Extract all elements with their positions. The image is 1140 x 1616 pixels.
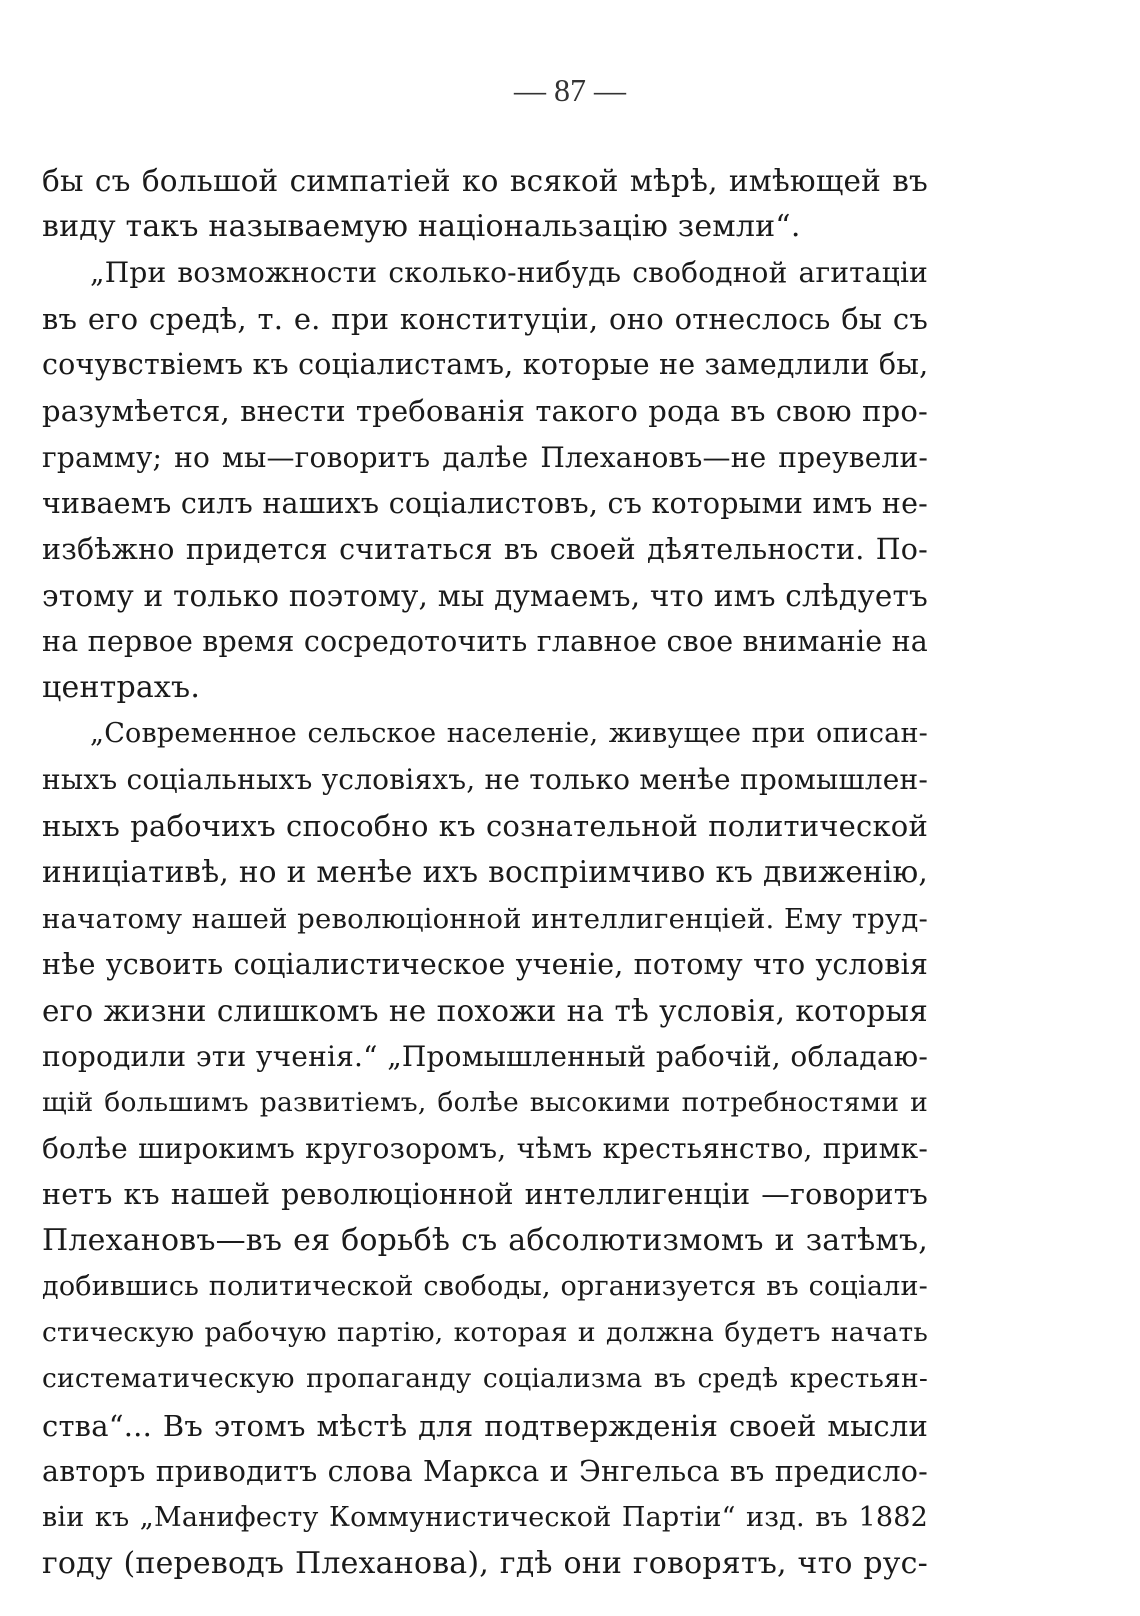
text-line: Плехановъ—въ ея борьбѣ съ абсолютизмомъ и затѣмъ, (42, 1223, 928, 1259)
text-line: добившись политической свободы, организуется въ соціали- (42, 1271, 928, 1303)
text-line: ныхъ соціальныхъ условіяхъ, не только менѣе промышлен- (42, 763, 928, 797)
text-line: систематическую пропаганду соціализма въ средѣ крестьян- (42, 1363, 928, 1395)
text-line: авторъ приводитъ слова Маркса и Энгельса въ предисло- (42, 1454, 928, 1488)
text-line: избѣжно придется считаться въ своей дѣятельности. По- (42, 532, 928, 566)
text-line: стическую рабочую партію, которая и должна будетъ начать (42, 1317, 928, 1349)
text-line: породили эти ученія.“ „Промышленный рабочій, обладаю- (42, 1039, 928, 1073)
text-line: сочувствіемъ къ соціалистамъ, которые не замедлили бы, (42, 348, 929, 382)
page-number: — 87 — (514, 72, 626, 108)
text-line: виду такъ называемую національзацію земли“. (42, 209, 801, 245)
body-text (42, 158, 928, 1587)
text-line: віи къ „Манифесту Коммунистической Партіи“ изд. въ 1882 (42, 1501, 928, 1533)
text-line: разумѣется, внести требованія такого рода въ свою про- (42, 394, 928, 429)
text-line: ныхъ рабочихъ способно къ сознательной политической (42, 809, 928, 844)
text-line: въ его средѣ, т. е. при конституціи, оно отнеслось бы съ (42, 302, 928, 337)
text-line: бы съ большой симпатіей ко всякой мѣрѣ, имѣющей въ (42, 164, 928, 198)
text-line: этому и только поэтому, мы думаемъ, что имъ слѣдуетъ (42, 578, 928, 613)
text-line: нетъ къ нашей революціонной интеллигенціи —говоритъ (42, 1178, 928, 1212)
text-line: центрахъ. (42, 670, 201, 706)
text-line: грамму; но мы—говоритъ далѣе Плехановъ—не преувели- (42, 440, 928, 474)
text-line: чиваемъ силъ нашихъ соціалистовъ, съ которыми имъ не- (42, 486, 928, 520)
text-line: году (переводъ Плеханова), гдѣ они говорятъ, что рус- (42, 1545, 928, 1581)
paragraph-first-line: „При возможности сколько-нибудь свободной агитаціи (90, 256, 928, 290)
text-line: болѣе широкимъ кругозоромъ, чѣмъ крестьянство, примк- (42, 1131, 928, 1165)
text-line: начатому нашей революціонной интеллигенціей. Ему труд- (42, 902, 928, 935)
paragraph-first-line: „Современное сельское населеніе, живущее при описан- (90, 718, 928, 750)
text-line: иниціативѣ, но и менѣе ихъ воспріимчиво къ движенію, (42, 855, 928, 890)
text-line: ства“... Въ этомъ мѣстѣ для подтвержденія своей мысли (42, 1408, 928, 1443)
text-line: щій большимъ развитіемъ, болѣе высокими потребностями и (42, 1086, 928, 1118)
text-line: нѣе усвоить соціалистическое ученіе, потому что условія (42, 947, 928, 981)
text-line: его жизни слишкомъ не похожи на тѣ условія, которыя (42, 993, 928, 1028)
text-line: на первое время сосредоточить главное свое вниманіе на (42, 624, 928, 658)
